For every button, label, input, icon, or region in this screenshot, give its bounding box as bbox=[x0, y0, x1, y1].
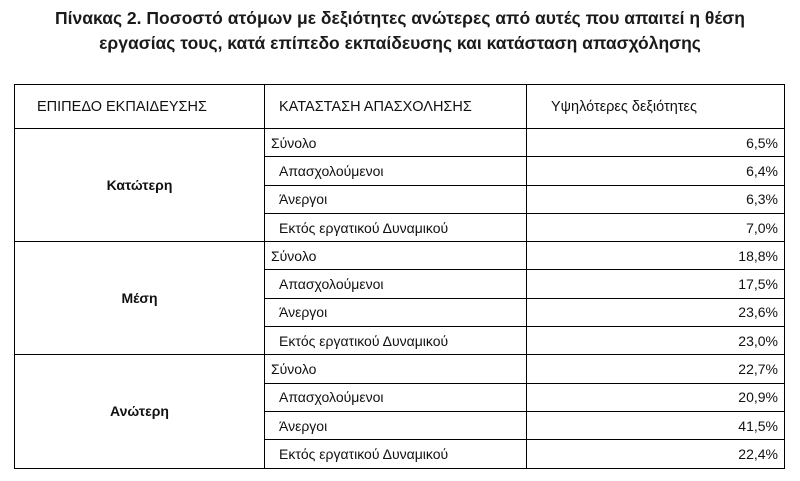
value-cell: 41,5% bbox=[527, 411, 785, 439]
status-cell: Σύνολο bbox=[265, 355, 527, 383]
status-cell: Εκτός εργατικού Δυναμικού bbox=[265, 213, 527, 241]
value-cell: 6,4% bbox=[527, 157, 785, 185]
value-cell: 22,4% bbox=[527, 440, 785, 468]
table-title bbox=[0, 6, 800, 56]
status-cell: Απασχολούμενοι bbox=[265, 383, 527, 411]
status-cell: Απασχολούμενοι bbox=[265, 270, 527, 298]
table-row bbox=[15, 129, 785, 157]
header-row bbox=[15, 85, 785, 129]
status-cell: Εκτός εργατικού Δυναμικού bbox=[265, 327, 527, 355]
status-cell: Απασχολούμενοι bbox=[265, 157, 527, 185]
status-cell: Σύνολο bbox=[265, 129, 527, 157]
education-level-cell: Ανώτερη bbox=[15, 355, 265, 468]
table-title-line-1: Πίνακας 2. Ποσοστό ατόμων με δεξιότητες ανώτερες από αυτές που απαιτεί η θέση bbox=[55, 8, 745, 28]
value-cell: 22,7% bbox=[527, 355, 785, 383]
status-cell: Σύνολο bbox=[265, 242, 527, 270]
header-higher-skills: Υψηλότερες δεξιότητες bbox=[527, 85, 785, 129]
value-cell: 18,8% bbox=[527, 242, 785, 270]
table-header bbox=[15, 85, 785, 129]
table-title-line-2: εργασίας τους, κατά επίπεδο εκπαίδευσης και κατάσταση απασχόλησης bbox=[99, 33, 701, 53]
value-cell: 7,0% bbox=[527, 213, 785, 241]
value-cell: 20,9% bbox=[527, 383, 785, 411]
header-employment-status: ΚΑΤΑΣΤΑΣΗ ΑΠΑΣΧΟΛΗΣΗΣ bbox=[265, 85, 527, 129]
value-cell: 6,3% bbox=[527, 185, 785, 213]
status-cell: Άνεργοι bbox=[265, 411, 527, 439]
status-cell: Άνεργοι bbox=[265, 298, 527, 326]
table-row bbox=[15, 242, 785, 270]
status-cell: Άνεργοι bbox=[265, 185, 527, 213]
value-cell: 23,0% bbox=[527, 327, 785, 355]
header-education-level: ΕΠΙΠΕΔΟ ΕΚΠΑΙΔΕΥΣΗΣ bbox=[15, 85, 265, 129]
education-level-cell: Μέση bbox=[15, 242, 265, 355]
value-cell: 17,5% bbox=[527, 270, 785, 298]
skills-table bbox=[14, 84, 785, 469]
value-cell: 6,5% bbox=[527, 129, 785, 157]
table-body bbox=[15, 129, 785, 469]
table-row bbox=[15, 355, 785, 383]
value-cell: 23,6% bbox=[527, 298, 785, 326]
education-level-cell: Κατώτερη bbox=[15, 129, 265, 242]
status-cell: Εκτός εργατικού Δυναμικού bbox=[265, 440, 527, 468]
